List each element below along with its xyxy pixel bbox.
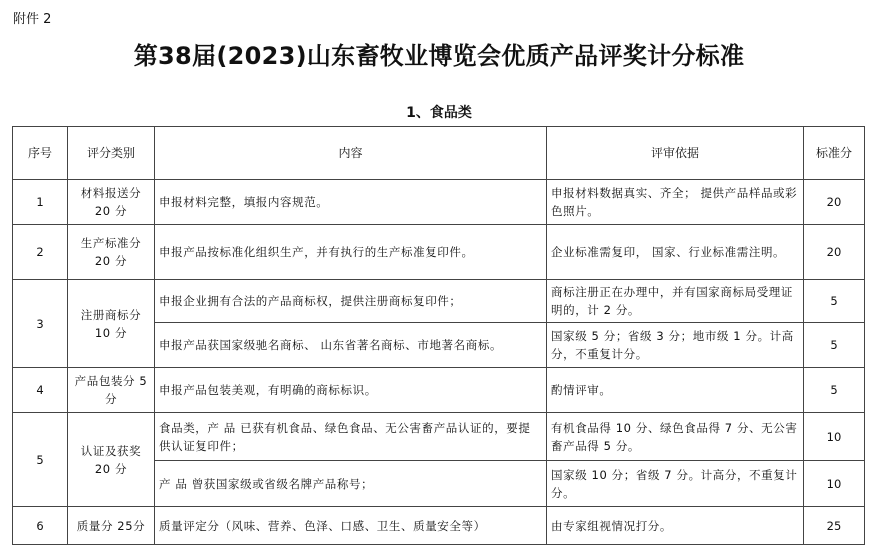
- row-score: 5: [804, 368, 865, 413]
- row-basis: 企业标准需复印， 国家、行业标准需注明。: [547, 225, 804, 280]
- row-content: 申报产品获国家级驰名商标、 山东省著名商标、市地著名商标。: [155, 323, 547, 368]
- row-score: 20: [804, 225, 865, 280]
- row-score: 20: [804, 180, 865, 225]
- attachment-label: 附件 2: [13, 12, 52, 27]
- col-header-no: 序号: [13, 127, 68, 180]
- row-content: 质量评定分（风味、营养、色泽、口感、卫生、质量安全等）: [155, 507, 547, 545]
- scoring-table: [12, 126, 865, 545]
- row-content: 申报产品包装美观，有明确的商标标识。: [155, 368, 547, 413]
- row-score: 5: [804, 280, 865, 323]
- row-no: 2: [13, 225, 68, 280]
- row-content: 申报材料完整，填报内容规范。: [155, 180, 547, 225]
- row-no: 1: [13, 180, 68, 225]
- table-row: [13, 413, 865, 461]
- table-row: [13, 225, 865, 280]
- table-row: [13, 280, 865, 323]
- row-category: 材料报送分 20 分: [68, 180, 155, 225]
- row-category: 认证及获奖 20 分: [68, 413, 155, 507]
- table-header-row: [13, 127, 865, 180]
- row-no: 5: [13, 413, 68, 507]
- row-score: 10: [804, 413, 865, 461]
- row-content: 产 品 曾获国家级或省级名牌产品称号；: [155, 461, 547, 507]
- row-category: 生产标准分 20 分: [68, 225, 155, 280]
- col-header-category: 评分类别: [68, 127, 155, 180]
- section-subtitle: 1、食品类: [406, 105, 472, 121]
- row-score: 5: [804, 323, 865, 368]
- table-row: [13, 180, 865, 225]
- row-basis: 国家级 5 分；省级 3 分；地市级 1 分。计高分，不重复计分。: [547, 323, 804, 368]
- row-no: 3: [13, 280, 68, 368]
- row-no: 6: [13, 507, 68, 545]
- row-basis: 商标注册正在办理中，并有国家商标局受理证明的，计 2 分。: [547, 280, 804, 323]
- row-content: 食品类，产 品 已获有机食品、绿色食品、无公害畜产品认证的，要提供认证复印件；: [155, 413, 547, 461]
- row-category: 产品包装分 5 分: [68, 368, 155, 413]
- row-content: 申报企业拥有合法的产品商标权，提供注册商标复印件；: [155, 280, 547, 323]
- row-category: 注册商标分 10 分: [68, 280, 155, 368]
- row-score: 10: [804, 461, 865, 507]
- row-category: 质量分 25分: [68, 507, 155, 545]
- document-title: 第38届(2023)山东畜牧业博览会优质产品评奖计分标准: [133, 42, 745, 70]
- row-basis: 由专家组视情况打分。: [547, 507, 804, 545]
- row-basis: 酌情评审。: [547, 368, 804, 413]
- table-row: [13, 507, 865, 545]
- row-basis: 有机食品得 10 分、绿色食品得 7 分、无公害畜产品得 5 分。: [547, 413, 804, 461]
- col-header-score: 标准分: [804, 127, 865, 180]
- row-basis: 申报材料数据真实、齐全； 提供产品样品或彩色照片。: [547, 180, 804, 225]
- row-basis: 国家级 10 分；省级 7 分。计高分，不重复计分。: [547, 461, 804, 507]
- row-score: 25: [804, 507, 865, 545]
- row-no: 4: [13, 368, 68, 413]
- col-header-basis: 评审依据: [547, 127, 804, 180]
- col-header-content: 内容: [155, 127, 547, 180]
- table-row: [13, 368, 865, 413]
- row-content: 申报产品按标准化组织生产，并有执行的生产标准复印件。: [155, 225, 547, 280]
